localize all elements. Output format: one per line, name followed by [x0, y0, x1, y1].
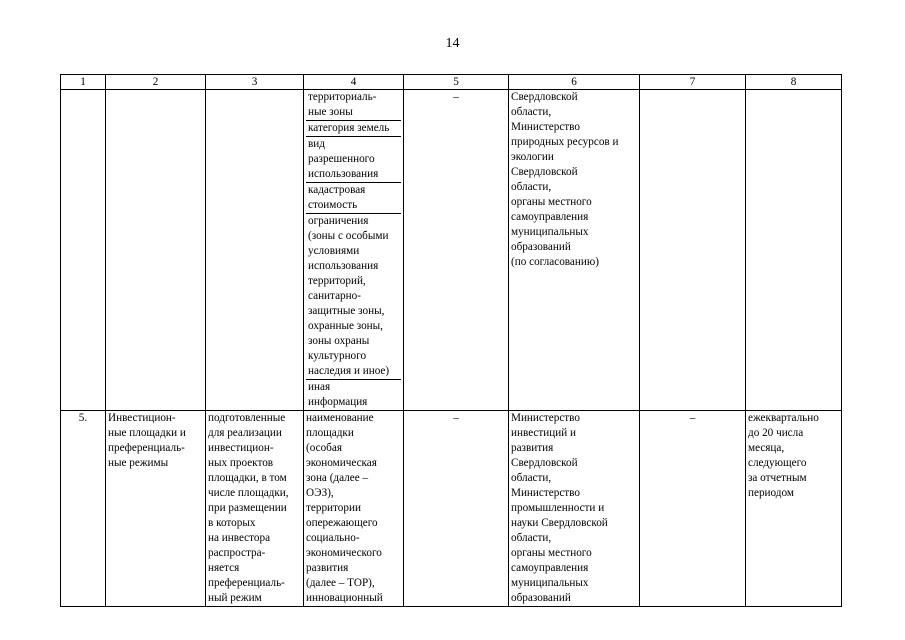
- cell-number: [61, 90, 106, 411]
- attribute-subcell: ограничения (зоны с особыми условиями использования территорий, санитарно- защитные зоны, охранные зоны, зоны охраны культурного наследия и иное): [306, 214, 401, 380]
- cell-dash: –: [640, 411, 746, 607]
- header-cell: 5: [404, 75, 509, 90]
- cell-empty: [640, 90, 746, 411]
- header-cell: 8: [746, 75, 842, 90]
- header-cell: 6: [509, 75, 640, 90]
- cell-dash: –: [404, 90, 509, 411]
- cell-responsible: Свердловской области, Министерство природных ресурсов и экологии Свердловской области, органы местного самоуправления муниципальных образований (по согласованию): [509, 90, 640, 411]
- cell-responsible: Министерство инвестиций и развития Свердловской области, Министерство промышленности и науки Свердловской области, органы местного самоуправления муниципальных образований: [509, 411, 640, 607]
- table-row-5: [61, 411, 842, 607]
- table-row-continued: [61, 90, 842, 411]
- attribute-subcell: категория земель: [306, 121, 401, 137]
- header-cell: 2: [106, 75, 206, 90]
- cell-attributes: наименование площадки (особая экономическая зона (далее – ОЭЗ), территории опережающего социально- экономического развития (далее – ТОР), инновационный: [304, 411, 404, 607]
- attribute-subcell: территориаль- ные зоны: [306, 90, 401, 121]
- header-cell: 1: [61, 75, 106, 90]
- header-cell: 7: [640, 75, 746, 90]
- cell-number: 5.: [61, 411, 106, 607]
- attribute-subcell: вид разрешенного использования: [306, 137, 401, 183]
- page-number: 14: [445, 36, 460, 51]
- attribute-subcell: кадастровая стоимость: [306, 183, 401, 214]
- header-cell: 3: [206, 75, 304, 90]
- cell-attributes: [304, 90, 404, 411]
- requirements-table: [60, 74, 842, 607]
- cell-description: [206, 90, 304, 411]
- cell-empty: [746, 90, 842, 411]
- cell-name: [106, 90, 206, 411]
- cell-name: Инвестицион- ные площадки и преференциаль- ные режимы: [106, 411, 206, 607]
- cell-description: подготовленные для реализации инвестицион- ных проектов площадки, в том числе площадки, при размещении в которых на инвестора распростра- няется преференциаль- ный режим: [206, 411, 304, 607]
- column-number-header-row: [61, 75, 842, 90]
- attribute-subcell: иная информация: [308, 381, 368, 408]
- header-cell: 4: [304, 75, 404, 90]
- cell-dash: –: [404, 411, 509, 607]
- cell-deadline: ежеквартально до 20 числа месяца, следующего за отчетным периодом: [746, 411, 842, 607]
